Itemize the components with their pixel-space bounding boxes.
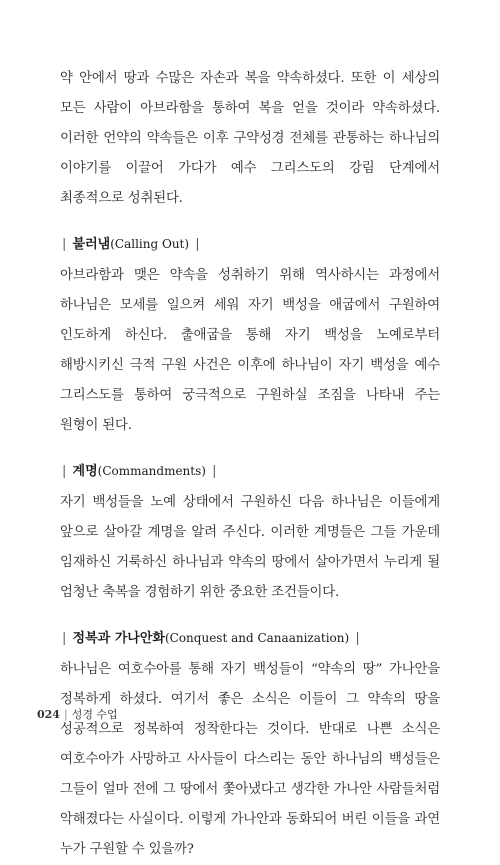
section-heading: [60, 626, 440, 651]
page-content: [60, 64, 440, 865]
section-body: 하나님은 여호수아를 통해 자기 백성들이 “약속의 땅” 가나안을 정복하게 하셨다. 여기서 좋은 소식은 이들이 그 약속의 땅을 성공적으로 정복하여 정착한다는 것이다. 반대로 나쁜 소식은 여호수아가 사망하고 사사들이 다스리는 동안 하나님의 백성들은 그들이 얼마 전에 그 땅에서 쫓아냈다고 생각한 가나안 사람들처럼 악해졌다는 사실이다. 이렇게 가나안과 동화되어 버린 이들을 과연 누가 구원할 수 있을까?: [60, 662, 440, 857]
section-heading: [60, 232, 440, 257]
section-body: 아브라함과 맺은 약속을 성취하기 위해 역사하시는 과정에서 하나님은 모세를 일으켜 세워 자기 백성을 애굽에서 구원하여 인도하게 하신다. 출애굽을 통해 자기 백성을 노예로부터 해방시키신 극적 구원 사건은 이후에 하나님이 자기 백성을 예수 그리스도를 통하여 궁극적으로 구원하실 조짐을 나타내 주는 원형이 된다.: [60, 268, 440, 433]
heading-bar-right: |: [195, 237, 200, 252]
heading-title-ko: 정복과 가나안화: [72, 631, 165, 646]
heading-title-en: (Calling Out): [110, 237, 190, 251]
page-number: 024: [37, 708, 60, 721]
heading-bar-right: |: [212, 464, 217, 479]
heading-title-ko: 불러냄: [72, 237, 111, 252]
section-body: 자기 백성들을 노예 상태에서 구원하신 다음 하나님은 이들에게 앞으로 살아갈 계명을 알려 주신다. 이러한 계명들은 그들 가운데 임재하신 거룩하신 하나님과 약속의 땅에서 살아가면서 누리게 될 엄청난 축복을 경험하기 위한 중요한 조건들이다.: [60, 495, 440, 600]
section-conquest: [60, 626, 440, 865]
section-heading: [60, 459, 440, 484]
heading-bar-right: |: [355, 631, 360, 646]
heading-bar-left: |: [62, 237, 67, 252]
section-commandments: [60, 459, 440, 608]
heading-title-ko: 계명: [72, 464, 98, 479]
heading-title-en: (Commandments): [97, 464, 206, 478]
section-calling-out: [60, 232, 440, 441]
heading-bar-left: |: [62, 464, 67, 479]
heading-bar-left: |: [62, 631, 67, 646]
footer-separator: |: [63, 708, 68, 721]
heading-title-en: (Conquest and Canaanization): [164, 631, 350, 645]
page-footer: [37, 706, 118, 722]
book-title: 성경 수업: [71, 708, 118, 721]
intro-paragraph: 약 안에서 땅과 수많은 자손과 복을 약속하셨다. 또한 이 세상의 모든 사람이 아브라함을 통하여 복을 얻을 것이라 약속하셨다. 이러한 언약의 약속들은 이후 구약성경 전체를 관통하는 하나님의 이야기를 이끌어 가다가 예수 그리스도의 강림 단계에서 최종적으로 성취된다.: [60, 71, 440, 206]
